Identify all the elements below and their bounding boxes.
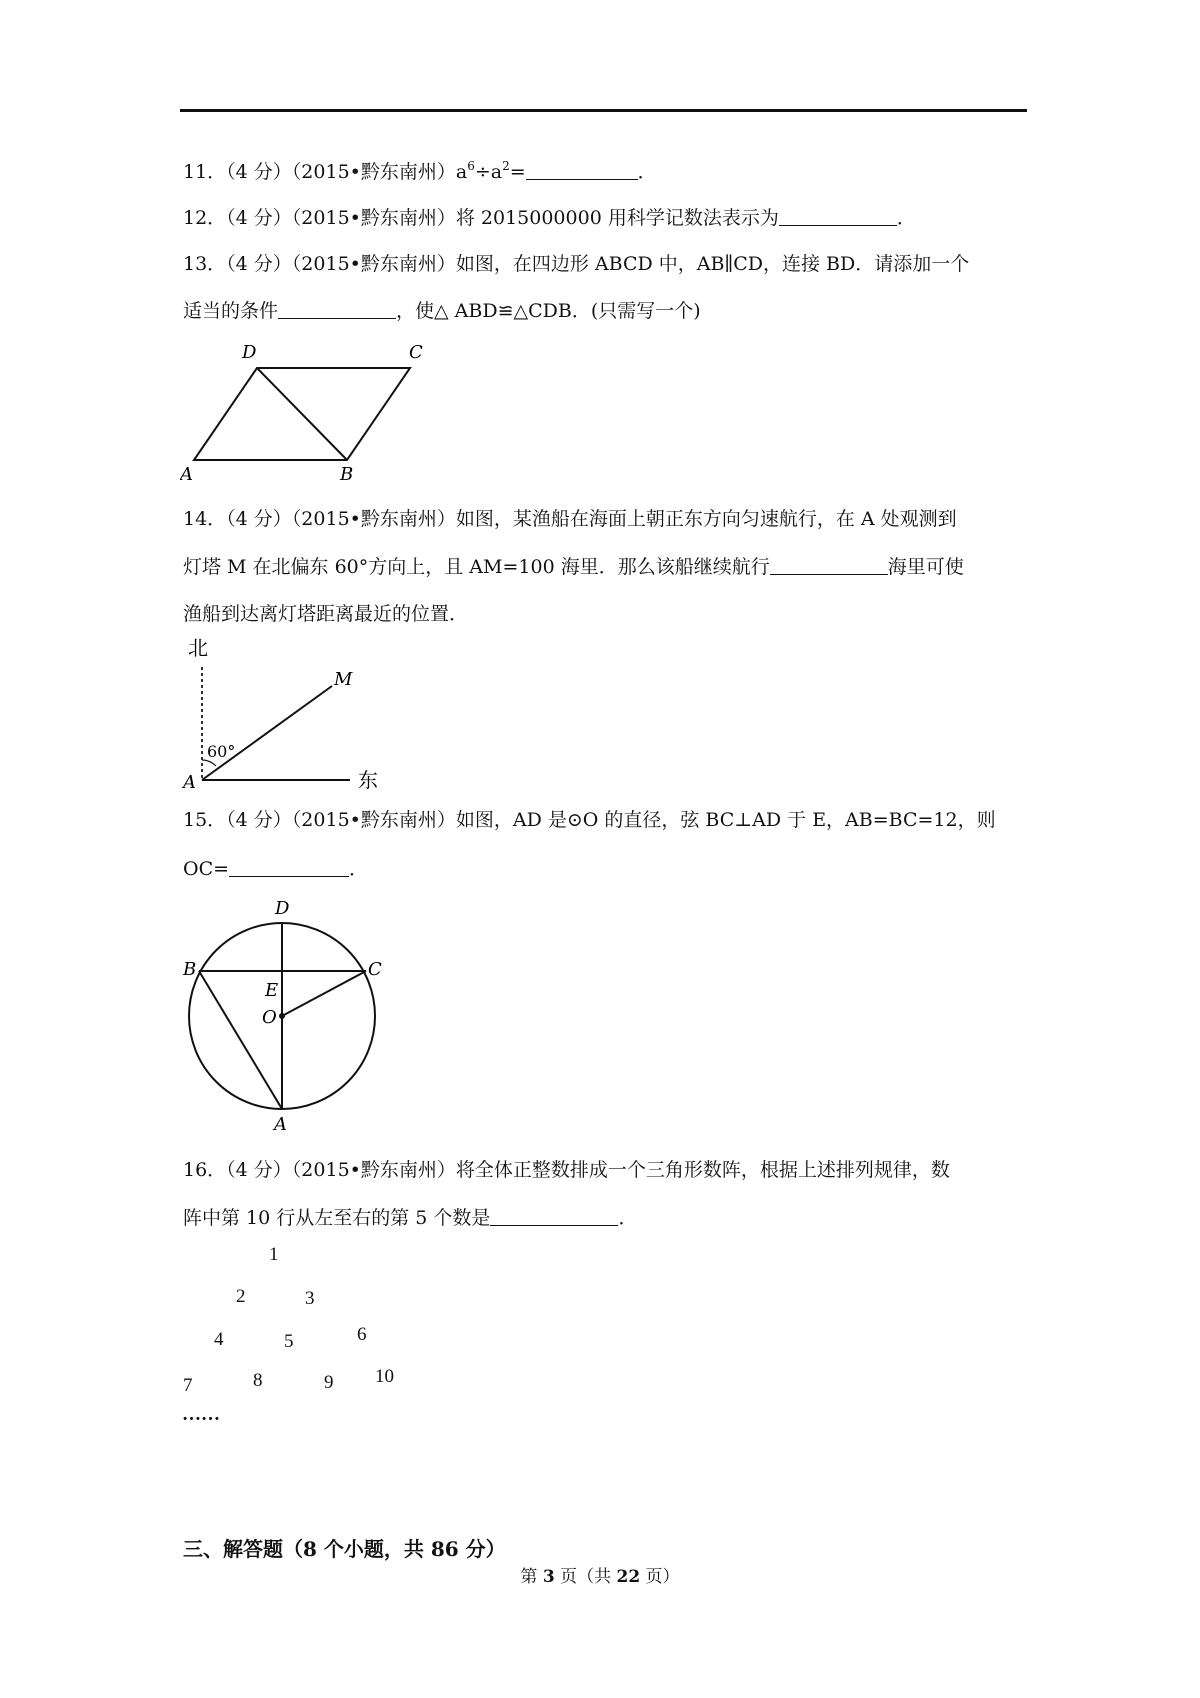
triangle-number: 9	[324, 1372, 334, 1393]
q16-line2-post: ．	[618, 1207, 638, 1229]
footer-post: 页）	[640, 1567, 680, 1587]
q12-text: 12．（4 分）（2015•黔东南州）将 2015000000 用科学记数法表示为	[183, 207, 779, 229]
triangle-number: 1	[269, 1244, 279, 1265]
label-b: B	[183, 959, 197, 980]
q11-exponent-2: 2	[502, 159, 510, 173]
q13-line2-pre: 适当的条件	[183, 300, 279, 322]
triangle-number: 7	[183, 1375, 193, 1396]
label-c: C	[409, 342, 423, 363]
q12-answer-blank[interactable]	[779, 207, 897, 226]
q16-line2-pre: 阵中第 10 行从左至右的第 5 个数是	[183, 1207, 491, 1229]
label-a: A	[274, 1114, 287, 1135]
q11-equals: =	[509, 161, 526, 183]
section-heading: 三、解答题（8 个小题，共 86 分）	[183, 1537, 506, 1561]
question-14-line-2	[183, 555, 964, 579]
diagonal-bd	[257, 368, 347, 460]
q14-answer-blank[interactable]	[770, 556, 888, 575]
label-a: A	[180, 464, 193, 485]
label-m: M	[334, 669, 353, 690]
header-rule	[180, 109, 1027, 112]
label-e: E	[265, 980, 279, 1001]
triangle-number: 2	[236, 1286, 246, 1307]
q13-line2-post: ，使△ ABD≌△CDB．(只需写一个)	[396, 300, 701, 322]
q11-end: ．	[637, 161, 657, 183]
q11-answer-blank[interactable]	[526, 161, 638, 180]
q14-line2-post: 海里可使	[887, 556, 964, 578]
triangle-number: 3	[305, 1288, 315, 1309]
footer-total-pages: 22	[616, 1567, 641, 1587]
question-11	[183, 160, 657, 184]
label-c: C	[368, 959, 382, 980]
footer-pre: 第	[520, 1567, 543, 1587]
triangle-number: 8	[253, 1370, 263, 1391]
footer-page-number: 3	[542, 1567, 555, 1587]
q15-line2-pre: OC=	[183, 858, 230, 880]
q11-mid: ÷a	[474, 161, 503, 183]
question-14-line-3: 渔船到达离灯塔距离最近的位置．	[183, 603, 469, 625]
triangle-ellipsis: ……	[182, 1404, 220, 1425]
question-12	[183, 206, 916, 230]
label-d: D	[242, 342, 257, 363]
bearing-figure	[180, 635, 390, 790]
triangle-number: 4	[214, 1329, 224, 1350]
center-point	[279, 1013, 285, 1019]
q11-exponent-1: 6	[467, 159, 475, 173]
question-13-line-1: 13．（4 分）（2015•黔东南州）如图，在四边形 ABCD 中，AB∥CD，连接 BD．请添加一个	[183, 253, 970, 275]
label-b: B	[340, 464, 354, 485]
label-o: O	[262, 1007, 277, 1028]
circle-figure	[180, 895, 390, 1135]
q14-line2-pre: 灯塔 M 在北偏东 60°方向上，且 AM=100 海里．那么该船继续航行	[183, 556, 770, 578]
east-label: 东	[358, 768, 378, 790]
page-footer	[0, 1562, 1200, 1587]
q13-answer-blank[interactable]	[278, 300, 396, 319]
question-16-line-2	[183, 1206, 637, 1230]
triangle-number: 6	[357, 1324, 367, 1345]
triangle-number: 5	[284, 1331, 294, 1352]
angle-label: 60°	[207, 742, 236, 761]
q16-answer-blank[interactable]	[490, 1207, 618, 1226]
triangle-number: 10	[375, 1366, 394, 1387]
footer-mid: 页（共	[554, 1567, 617, 1587]
segment-oc	[282, 971, 366, 1016]
label-d: D	[275, 898, 290, 919]
q15-answer-blank[interactable]	[229, 858, 349, 877]
line-am	[202, 686, 332, 780]
q12-end: ．	[896, 207, 916, 229]
question-16-line-1: 16．（4 分）（2015•黔东南州）将全体正整数排成一个三角形数阵，根据上述排列规律，数	[183, 1159, 950, 1181]
q15-line2-post: ．	[349, 858, 369, 880]
question-13-line-2	[183, 299, 701, 323]
question-14-line-1: 14．（4 分）（2015•黔东南州）如图，某渔船在海面上朝正东方向匀速航行，在 A 处观测到	[183, 508, 957, 530]
north-label: 北	[188, 636, 208, 660]
parallelogram-figure	[180, 340, 440, 485]
label-a: A	[183, 772, 196, 790]
q11-prefix: 11．（4 分）（2015•黔东南州）a	[183, 161, 468, 183]
question-15-line-1: 15．（4 分）（2015•黔东南州）如图，AD 是⊙O 的直径，弦 BC⊥AD 于 E，AB=BC=12，则	[183, 809, 996, 831]
question-15-line-2	[183, 857, 368, 881]
